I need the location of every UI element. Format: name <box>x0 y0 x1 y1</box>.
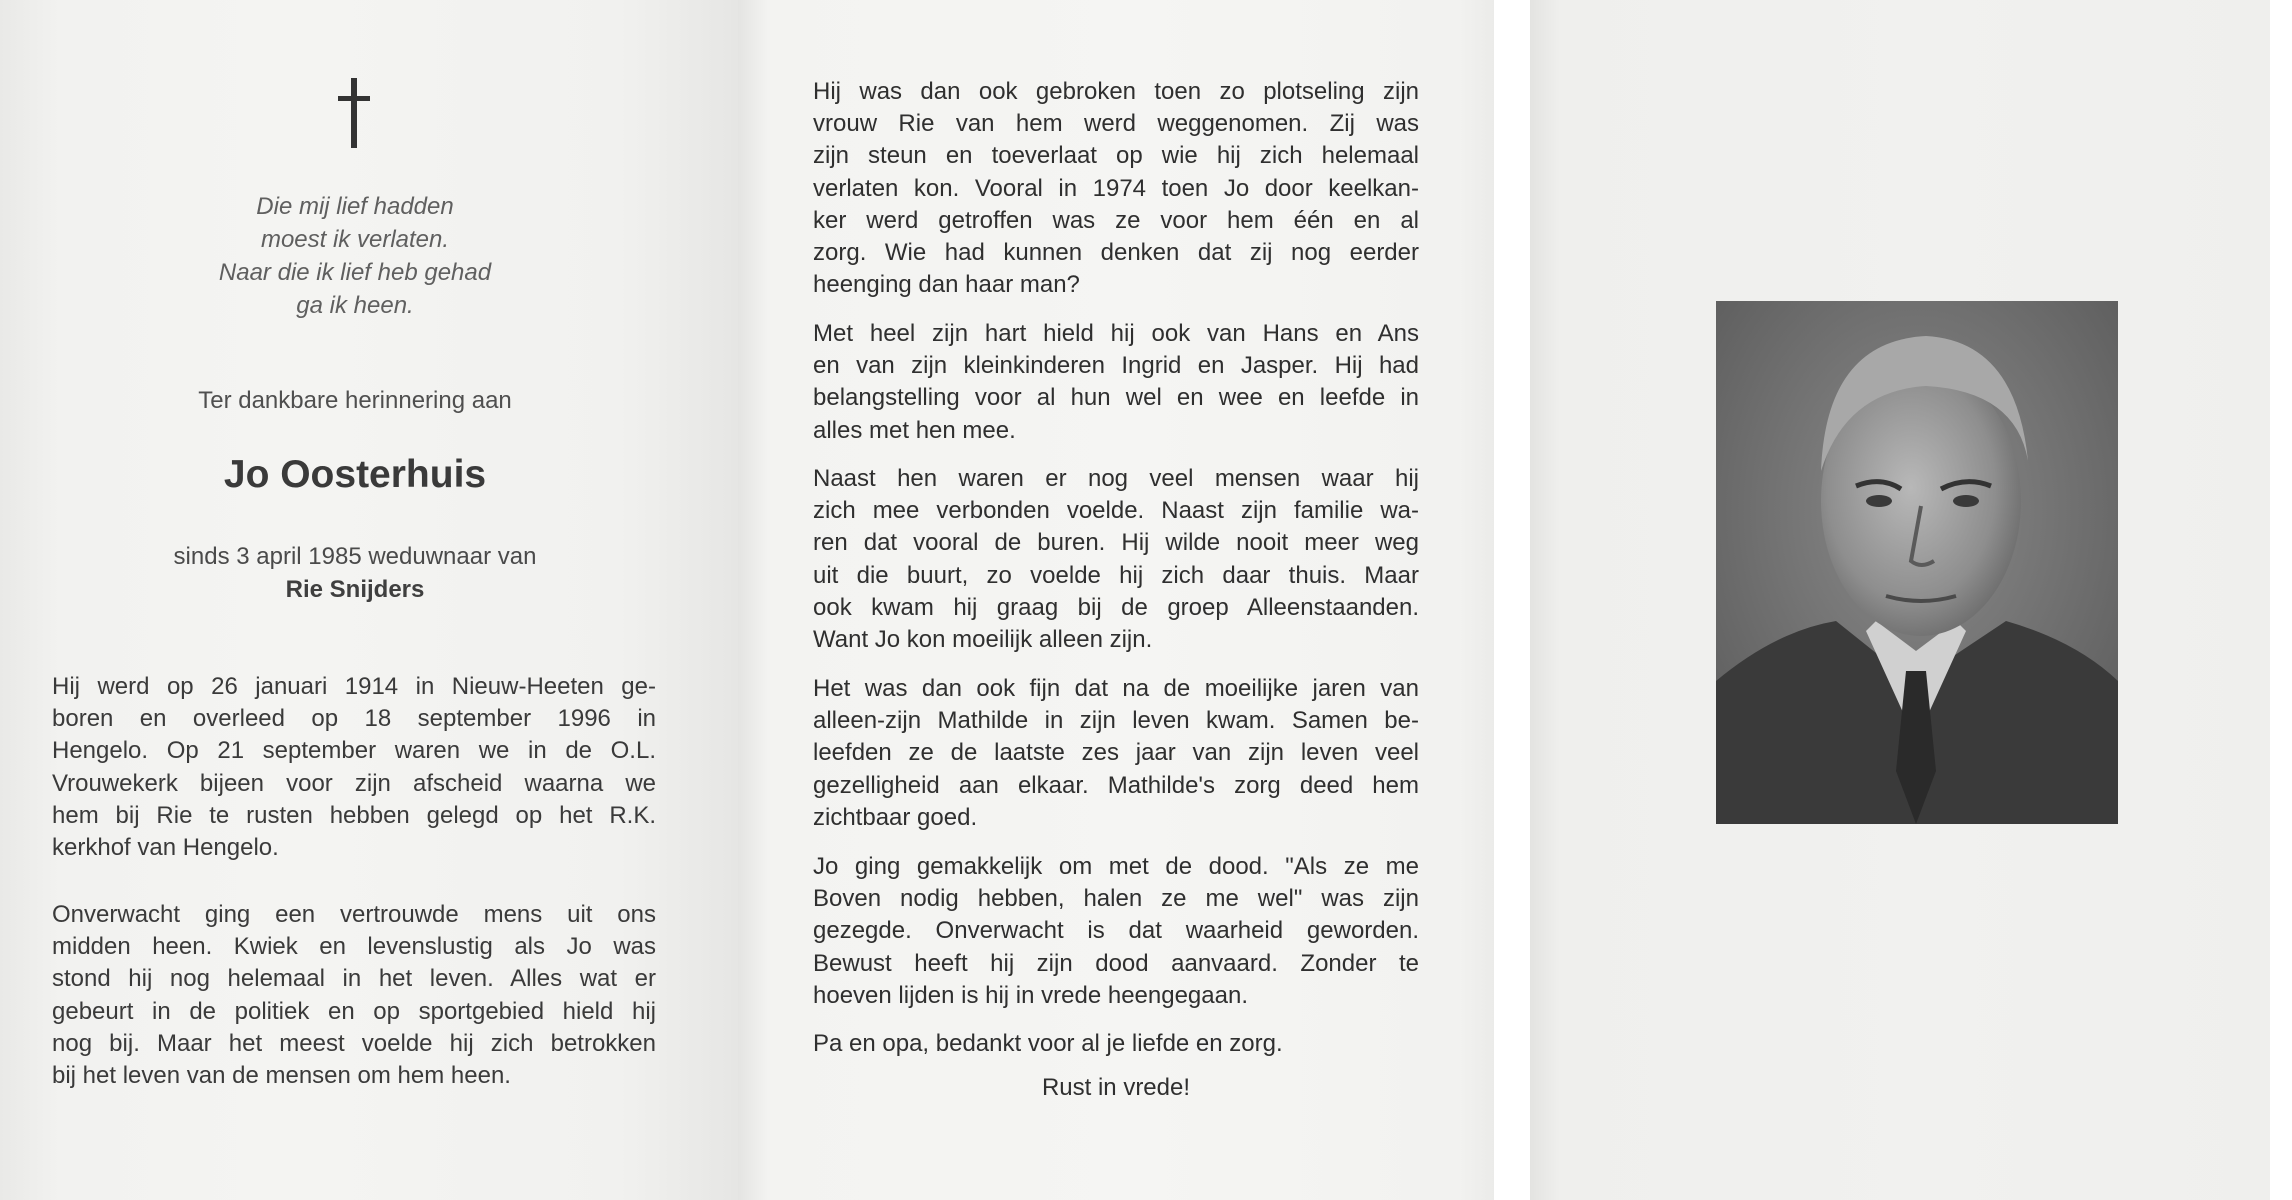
text-line: alleen-zijn Mathilde in zijn leven kwam. Samen be- <box>813 707 1419 735</box>
text-line: stond hij nog helemaal in het leven. Alles wat er <box>52 965 656 993</box>
text-line: kerkhof van Hengelo. <box>52 833 279 861</box>
text-line: Bewust heeft hij zijn dood aanvaard. Zonder te <box>813 949 1419 977</box>
portrait-photo <box>1716 301 2118 824</box>
text-line: gezegde. Onverwacht is dat waarheid geworden. <box>813 917 1419 945</box>
text-line: Hij was dan ook gebroken toen zo plotseling zijn <box>813 78 1419 105</box>
portrait-illustration <box>1716 301 2118 824</box>
poem-line: Naar die ik lief heb gehad <box>218 259 492 286</box>
text-line: midden heen. Kwiek en levenslustig als Jo was <box>52 933 656 961</box>
text-line: heenging dan haar man? <box>813 271 1080 299</box>
text-line: Vrouwekerk bijeen voor zijn afscheid waarna we <box>52 769 656 797</box>
text-line: boren en overleed op 18 september 1996 in <box>52 705 656 733</box>
text-line: vrouw Rie van hem werd weggenomen. Zij was <box>813 110 1419 138</box>
text-line: verlaten kon. Vooral in 1974 toen Jo door keelkan- <box>813 174 1419 202</box>
text-line: alles met hen mee. <box>813 416 1016 444</box>
text-line: Pa en opa, bedankt voor al je liefde en zorg. <box>813 1030 1283 1057</box>
text-line: ker werd getroffen was ze voor hem één en al <box>813 206 1419 234</box>
poem-line: ga ik heen. <box>296 292 414 319</box>
text-line: uit die buurt, zo voelde hij zich daar thuis. Maar <box>813 561 1419 589</box>
text-line: zorg. Wie had kunnen denken dat zij nog eerder <box>813 238 1419 266</box>
text-line: nog bij. Maar het meest voelde hij zich betrokken <box>52 1029 656 1057</box>
text-line: Naast hen waren er nog veel mensen waar hij <box>813 465 1419 492</box>
text-line: bij het leven van de mensen om hem heen. <box>52 1061 511 1089</box>
text-paragraph <box>813 851 1419 1012</box>
text-line: hem bij Rie te rusten hebben gelegd op het R.K. <box>52 801 656 829</box>
text-line: Want Jo kon moeilijk alleen zijn. <box>813 625 1153 653</box>
text-line: zichtbaar goed. <box>813 803 978 831</box>
text-paragraph <box>813 318 1419 447</box>
cross-icon <box>336 78 372 148</box>
poem-line: Die mij lief hadden <box>256 193 454 220</box>
widow-line: sinds 3 april 1985 weduwnaar van <box>173 543 537 570</box>
text-paragraph <box>813 673 1419 834</box>
text-paragraph <box>813 76 1419 301</box>
poem-line: moest ik verlaten. <box>260 226 450 253</box>
text-line: en van zijn kleinkinderen Ingrid en Jasper. Hij had <box>813 352 1419 380</box>
poem <box>150 190 560 322</box>
page-edge <box>2270 0 2292 1200</box>
deceased-name: Jo Oosterhuis <box>223 453 487 496</box>
closing-line: Rust in vrede! <box>1041 1074 1191 1101</box>
text-line: ook kwam hij graag bij de groep Alleenstaanden. <box>813 593 1419 621</box>
text-paragraph <box>813 463 1419 656</box>
text-line: Hengelo. Op 21 september waren we in de O.L. <box>52 737 656 765</box>
page-gap <box>1494 0 1530 1200</box>
text-line: hoeven lijden is hij in vrede heengegaan. <box>813 981 1248 1009</box>
text-line: gezelligheid aan elkaar. Mathilde's zorg deed hem <box>813 771 1419 799</box>
text-line: gebeurt in de politiek en op sportgebied hield hij <box>52 997 656 1025</box>
biography-paragraph <box>52 671 656 864</box>
text-line: Met heel zijn hart hield hij ook van Hans en Ans <box>813 320 1419 347</box>
spouse-name: Rie Snijders <box>285 576 425 603</box>
text-line: ren dat vooral de buren. Hij wilde nooit meer weg <box>813 529 1419 557</box>
text-paragraph <box>813 1028 1419 1060</box>
dedication-text: Ter dankbare herinnering aan <box>198 387 512 414</box>
right-panel <box>1530 0 2270 1200</box>
text-line: Boven nodig hebben, halen ze me wel" was zijn <box>813 885 1419 913</box>
text-line: Onverwacht ging een vertrouwde mens uit ons <box>52 901 656 928</box>
text-line: leefden ze de laatste zes jaar van zijn leven veel <box>813 739 1419 767</box>
text-line: Jo ging gemakkelijk om met de dood. "Als ze me <box>813 853 1419 880</box>
text-line: Het was dan ook fijn dat na de moeilijke jaren van <box>813 675 1419 702</box>
text-line: belangstelling voor al hun wel en wee en leefde in <box>813 384 1419 412</box>
remembrance-paragraph <box>52 899 656 1092</box>
text-line: zich mee verbonden voelde. Naast zijn familie wa- <box>813 497 1419 525</box>
text-line: zijn steun en toeverlaat op wie hij zich helemaal <box>813 142 1419 170</box>
text-line: Hij werd op 26 januari 1914 in Nieuw-Heeten ge- <box>52 673 656 700</box>
